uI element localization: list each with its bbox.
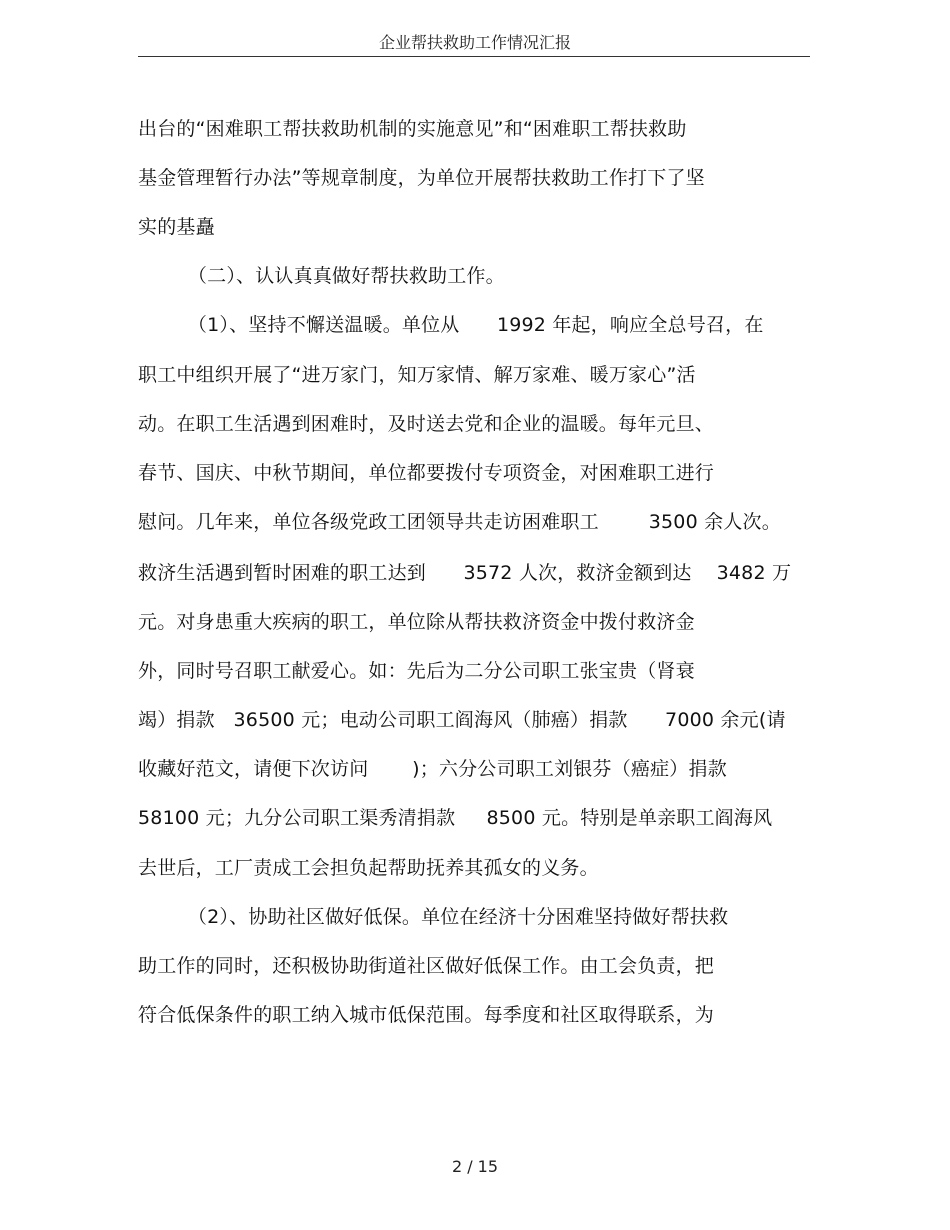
- paragraph-line: 实的基矗: [138, 216, 215, 238]
- running-header: 企业帮扶救助工作情况汇报: [378, 33, 571, 52]
- section-heading: （二）、认认真真做好帮扶救助工作。: [138, 265, 505, 287]
- paragraph-line: （2）、协助社区做好低保。单位在经济十分困难坚持做好帮扶救: [138, 906, 729, 928]
- paragraph-line: 收藏好范文，请便下次访问 )；六分公司职工刘银芬（癌症）捐款: [138, 758, 727, 780]
- paragraph-line: 去世后，工厂责成工会担负起帮助抚养其孤女的义务。: [138, 857, 599, 879]
- paragraph-line: 基金管理暂行办法”等规章制度，为单位开展帮扶救助工作打下了坚: [138, 167, 705, 189]
- paragraph-line: （1）、坚持不懈送温暖。单位从 1992 年起，响应全总号召，在: [138, 314, 764, 336]
- header-divider: [138, 56, 810, 57]
- paragraph-line: 外，同时号召职工献爱心。如：先后为二分公司职工张宝贵（肾衰: [138, 660, 695, 682]
- paragraph-line: 职工中组织开展了“进万家门，知万家情、解万家难、暖万家心”活: [138, 364, 696, 386]
- paragraph-line: 竭）捐款 36500 元；电动公司职工阎海风（肺癌）捐款 7000 余元(请: [138, 709, 786, 731]
- paragraph-line: 58100 元；九分公司职工渠秀清捐款 8500 元。特别是单亲职工阎海风: [138, 807, 773, 829]
- paragraph-line: 动。在职工生活遇到困难时，及时送去党和企业的温暖。每年元旦、: [138, 413, 715, 435]
- paragraph-line: 出台的“困难职工帮扶救助机制的实施意见”和“困难职工帮扶救助: [138, 118, 687, 140]
- paragraph-line: 救济生活遇到暂时困难的职工达到 3572 人次，救济金额到达 3482 万: [138, 562, 792, 584]
- paragraph-line: 春节、国庆、中秋节期间，单位都要拨付专项资金，对困难职工进行: [138, 462, 715, 484]
- paragraph-line: 符合低保条件的职工纳入城市低保范围。每季度和社区取得联系，为: [138, 1004, 715, 1026]
- page-number: 2 / 15: [451, 1157, 499, 1176]
- paragraph-line: 慰问。几年来，单位各级党政工团领导共走访困难职工 3500 余人次。: [138, 511, 781, 533]
- paragraph-line: 元。对身患重大疾病的职工，单位除从帮扶救济资金中拨付救济金: [138, 611, 695, 633]
- paragraph-line: 助工作的同时，还积极协助街道社区做好低保工作。由工会负责，把: [138, 955, 715, 977]
